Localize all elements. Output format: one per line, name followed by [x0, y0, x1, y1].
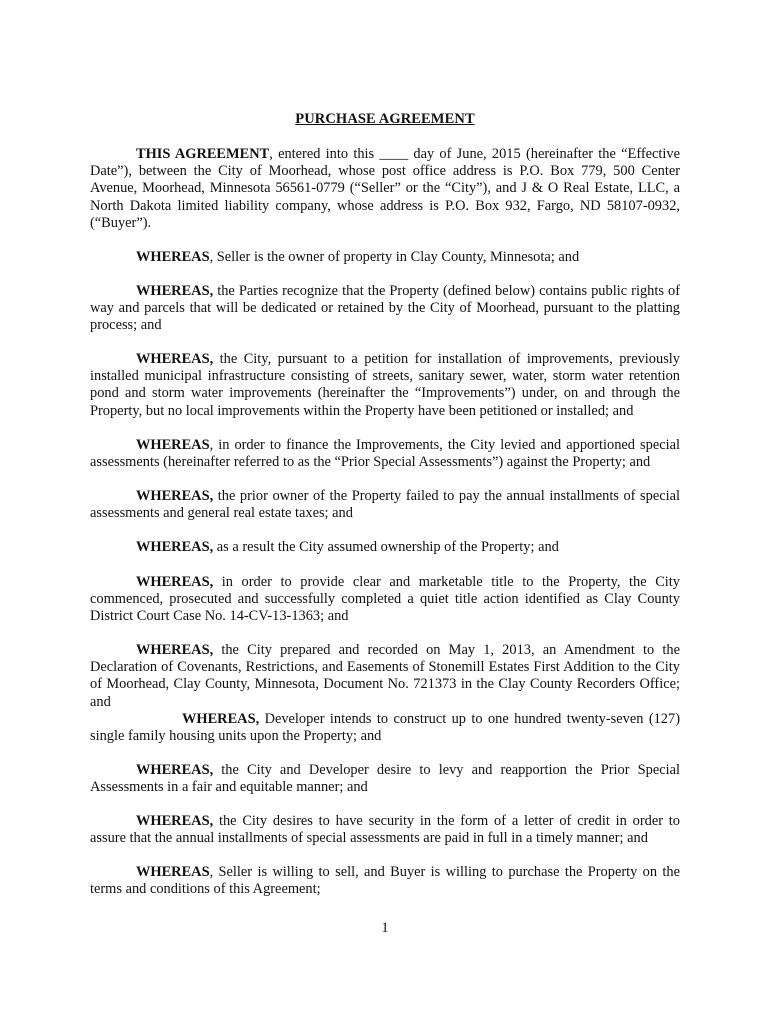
paragraph-text: , Seller is the owner of property in Clay County, Minnesota; and [209, 249, 580, 265]
paragraph-text: in order to provide clear and marketable title to the Property, the City commenced, prosecuted and successfully completed a quiet title action identified as Clay County District Court Case No. 14-CV-13-1363; and [90, 574, 680, 625]
page-number: 1 [381, 920, 389, 936]
whereas-paragraph [90, 864, 680, 898]
paragraph-lead: WHEREAS, [136, 762, 214, 778]
whereas-paragraph [90, 813, 680, 847]
paragraph-text: the City desires to have security in the form of a letter of credit in order to assure that the annual installments of special assessments are paid in full in a timely manner; and [90, 813, 680, 847]
paragraph-lead: WHEREAS, [136, 813, 214, 829]
paragraph-text: Developer intends to construct up to one hundred twenty-seven (127) single family housing units upon the Property; and [90, 711, 680, 745]
whereas-paragraph [90, 642, 680, 711]
whereas-paragraph [90, 283, 680, 335]
paragraph-lead: WHEREAS, [136, 539, 214, 555]
paragraph-lead: WHEREAS [136, 437, 210, 453]
whereas-paragraph [90, 574, 680, 626]
paragraph-text: the City and Developer desire to levy and reapportion the Prior Special Assessments in a fair and equitable manner; and [90, 762, 680, 796]
paragraph-lead: WHEREAS, [136, 351, 214, 367]
paragraph-lead: WHEREAS, [182, 711, 260, 727]
whereas-paragraph [90, 351, 680, 420]
paragraph-lead: WHEREAS [136, 249, 210, 265]
whereas-paragraph [90, 249, 680, 266]
paragraph-text: the City prepared and recorded on May 1, 2013, an Amendment to the Declaration of Covenants, Restrictions, and Easements of Stonemill Estates First Addition to the City of Moorhead, Clay County, Minnesota, Document No. 721373 in the Clay County Recorders Office; and [90, 642, 680, 710]
whereas-paragraph [90, 539, 680, 556]
paragraph-lead: WHEREAS [136, 864, 210, 880]
paragraph-lead: THIS AGREEMENT [136, 146, 270, 162]
whereas-paragraph [90, 437, 680, 471]
agreement-intro-paragraph [90, 146, 680, 232]
paragraph-text: the City, pursuant to a petition for installation of improvements, previously installed municipal infrastructure consisting of streets, sanitary sewer, water, storm water retention pond and storm water improvements (hereinafter the “Improvements”) under, on and through the Property, but no local improvements within the Property have been petitioned or installed; and [90, 351, 680, 419]
paragraph-lead: WHEREAS, [136, 642, 214, 658]
whereas-paragraph [90, 488, 680, 522]
paragraph-text: the prior owner of the Property failed to pay the annual installments of special assessments and general real estate taxes; and [90, 488, 680, 522]
whereas-paragraph [90, 711, 680, 745]
document-title: PURCHASE AGREEMENT [295, 111, 475, 127]
paragraph-text: , in order to finance the Improvements, the City levied and apportioned special assessments (hereinafter referred to as the “Prior Special Assessments”) against the Property; and [90, 437, 680, 471]
whereas-paragraph [90, 762, 680, 796]
paragraph-lead: WHEREAS, [136, 574, 214, 590]
paragraph-text: , Seller is willing to sell, and Buyer is willing to purchase the Property on the terms and conditions of this Agreement; [90, 864, 680, 898]
paragraph-text: , entered into this ____ day of June, 2015 (hereinafter the “Effective Date”), between the City of Moorhead, whose post office address is P.O. Box 779, 500 Center Avenue, Moorhead, Minnesota 56561-0779 (“Seller” or the “City”), and J & O Real Estate, LLC, a North Dakota limited liability company, whose address is P.O. Box 932, Fargo, ND 58107-0932, (“Buyer”). [90, 146, 681, 231]
paragraph-text: as a result the City assumed ownership of the Property; and [213, 539, 559, 555]
paragraph-lead: WHEREAS, [136, 488, 214, 504]
paragraph-text: the Parties recognize that the Property (defined below) contains public rights of way and parcels that will be dedicated or retained by the City of Moorhead, pursuant to the platting process; and [90, 283, 680, 334]
paragraph-lead: WHEREAS, [136, 283, 214, 299]
